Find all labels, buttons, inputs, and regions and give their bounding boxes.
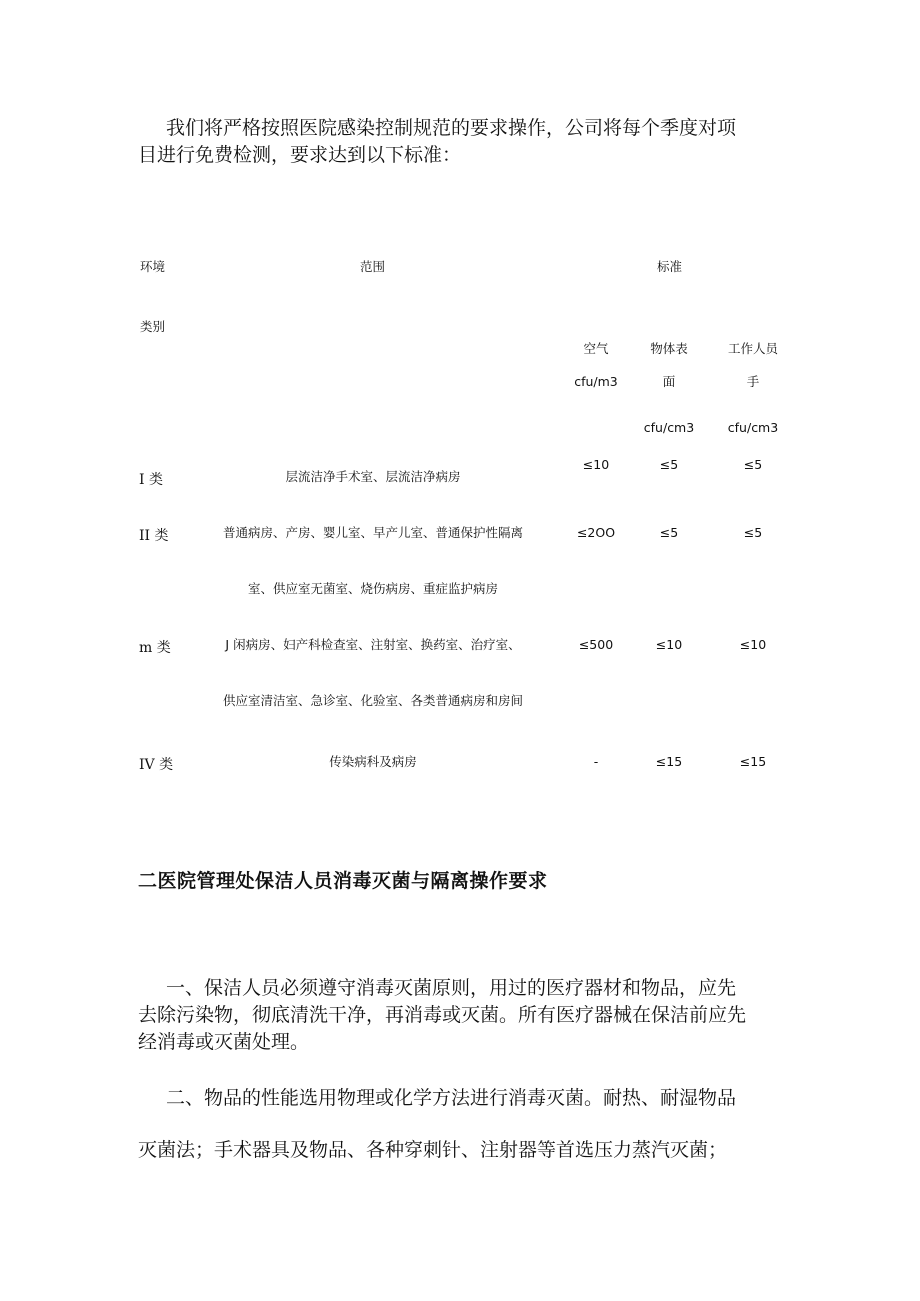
header-hand-line1: 工作人员 bbox=[727, 341, 778, 356]
paragraph-one-line-2: 去除污染物，彻底清洗干净，再消毒或灭菌。所有医疗器械在保洁前应先 bbox=[138, 1004, 747, 1026]
paragraph-one bbox=[138, 975, 783, 1056]
paragraph-two bbox=[138, 1072, 783, 1176]
row-class: IV 类 bbox=[139, 757, 174, 773]
header-env-line2: 类别 bbox=[140, 319, 166, 334]
header-surface-line1: 物体表 bbox=[650, 341, 688, 356]
row-air: ≤2OO bbox=[576, 525, 616, 540]
row-hand: ≤5 bbox=[743, 457, 763, 472]
row-scope-line1: 普通病房、产房、婴儿室、早产儿室、普通保护性隔离 bbox=[222, 525, 523, 540]
row-surface: ≤5 bbox=[659, 457, 679, 472]
row-air: - bbox=[593, 754, 599, 769]
row-scope-line1: 层流洁净手术室、层流洁净病房 bbox=[285, 469, 461, 484]
row-scope-line1: 传染病科及病房 bbox=[329, 754, 417, 769]
intro-line-2: 目进行免费检测，要求达到以下标准： bbox=[138, 144, 462, 166]
paragraph-two-line-2: 灭菌法；手术器具及物品、各种穿刺针、注射器等首选压力蒸汽灭菌； bbox=[138, 1139, 728, 1161]
header-air-line2: cfu/m3 bbox=[574, 374, 618, 389]
row-class: II 类 bbox=[139, 528, 169, 544]
paragraph-one-line-1: 一、保洁人员必须遵守消毒灭菌原则，用过的医疗器材和物品，应先 bbox=[166, 977, 737, 999]
row-surface: ≤5 bbox=[659, 525, 679, 540]
row-hand: ≤5 bbox=[743, 525, 763, 540]
header-scope: 范围 bbox=[360, 259, 386, 274]
header-air-line1: 空气 bbox=[583, 341, 609, 356]
paragraph-two-line-1: 二、物品的性能选用物理或化学方法进行消毒灭菌。耐热、耐湿物品 bbox=[166, 1087, 737, 1109]
intro-line-1: 我们将严格按照医院感染控制规范的要求操作，公司将每个季度对项 bbox=[166, 117, 737, 139]
row-scope-line2: 室、供应室无菌室、烧伤病房、重症监护病房 bbox=[247, 581, 498, 596]
row-hand: ≤15 bbox=[739, 754, 767, 769]
intro-paragraph bbox=[138, 115, 783, 169]
header-hand-line2: 手 bbox=[746, 374, 760, 389]
row-hand: ≤10 bbox=[739, 637, 767, 652]
row-surface: ≤15 bbox=[655, 754, 683, 769]
header-surface-line2: 面 bbox=[662, 374, 676, 389]
header-env-line1: 环境 bbox=[140, 259, 166, 274]
row-air: ≤10 bbox=[582, 457, 610, 472]
header-standard: 标准 bbox=[657, 259, 683, 274]
row-air: ≤500 bbox=[578, 637, 614, 652]
header-hand-line3: cfu/cm3 bbox=[727, 420, 779, 435]
section-heading: 二医院管理处保洁人员消毒灭菌与隔离操作要求 bbox=[138, 870, 548, 892]
row-class: m 类 bbox=[139, 640, 171, 656]
header-surface-line3: cfu/cm3 bbox=[643, 420, 695, 435]
paragraph-one-line-3: 经消毒或灭菌处理。 bbox=[138, 1031, 310, 1053]
row-scope-line2: 供应室清洁室、急诊室、化验室、各类普通病房和房间 bbox=[222, 693, 523, 708]
row-class: I 类 bbox=[139, 472, 163, 488]
row-scope-line1: J 闲病房、妇产科检查室、注射室、换药室、治疗室、 bbox=[225, 637, 521, 652]
row-surface: ≤10 bbox=[655, 637, 683, 652]
